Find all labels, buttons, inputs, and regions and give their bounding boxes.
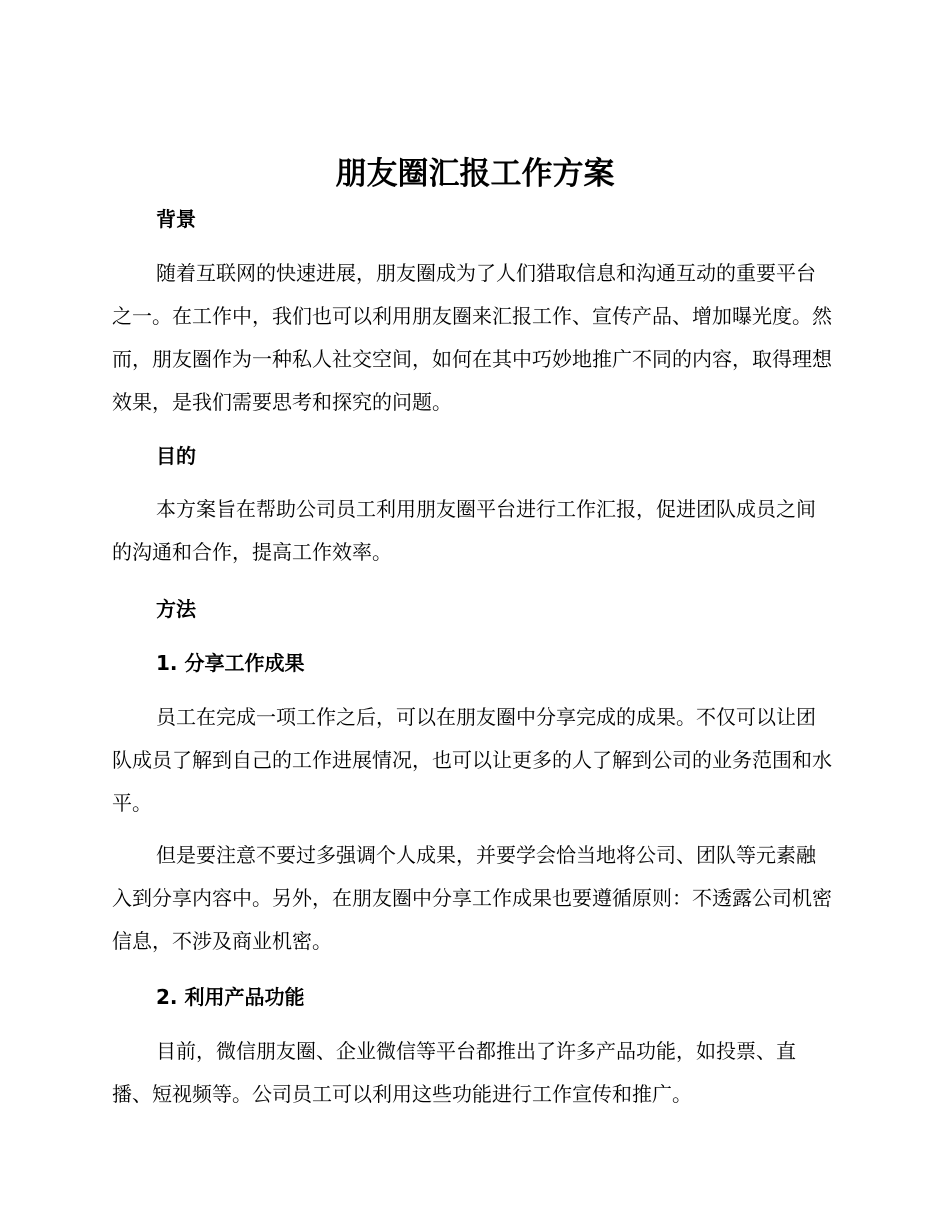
purpose-paragraph: 本方案旨在帮助公司员工利用朋友圈平台进行工作汇报，促进团队成员之间的沟通和合作，提高工作效率。 <box>112 497 816 564</box>
section-heading-method: 方法 <box>156 597 196 621</box>
document-title: 朋友圈汇报工作方案 <box>335 156 615 192</box>
background-paragraph: 随着互联网的快速进展，朋友圈成为了人们猎取信息和沟通互动的重要平台之一。在工作中，我们也可以利用朋友圈来汇报工作、宣传产品、增加曝光度。然而，朋友圈作为一种私人社交空间，如何在其中巧妙地推广不同的内容，取得理想效果，是我们需要思考和探究的问题。 <box>112 261 832 414</box>
section-heading-purpose: 目的 <box>156 444 196 468</box>
section-heading-background: 背景 <box>156 207 196 231</box>
method-item2-paragraph-1: 目前，微信朋友圈、企业微信等平台都推出了许多产品功能，如投票、直播、短视频等。公司员工可以利用这些功能进行工作宣传和推广。 <box>112 1039 796 1106</box>
method-item1-heading: 1. 分享工作成果 <box>156 651 305 675</box>
method-item2-heading: 2. 利用产品功能 <box>156 985 305 1009</box>
method-item1-paragraph-2: 但是要注意不要过多强调个人成果，并要学会恰当地将公司、团队等元素融入到分享内容中。另外，在朋友圈中分享工作成果也要遵循原则：不透露公司机密信息，不涉及商业机密。 <box>112 843 832 953</box>
method-item1-paragraph-1: 员工在完成一项工作之后，可以在朋友圈中分享完成的成果。不仅可以让团队成员了解到自己的工作进展情况，也可以让更多的人了解到公司的业务范围和水平。 <box>112 705 832 815</box>
